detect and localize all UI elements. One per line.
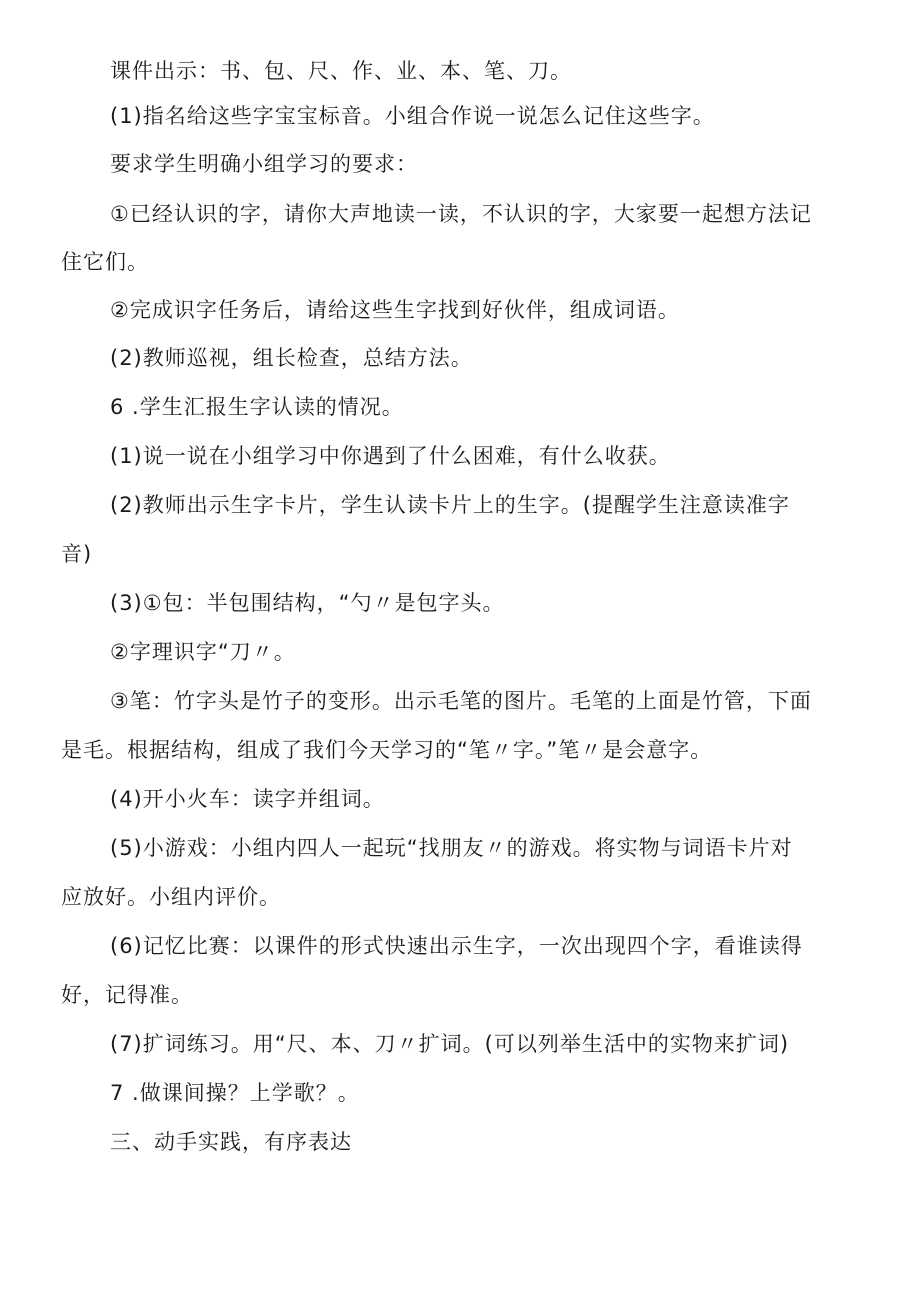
text-line: (4)开小火车：读字并组词。 [110, 787, 385, 811]
text-line: ②字理识字“刀〃。 [110, 640, 296, 664]
text-line: (1)说一说在小组学习中你遇到了什么困难，有什么收获。 [110, 444, 671, 468]
text-line: (6)记忆比赛：以课件的形式快速出示生字，一次出现四个字，看谁读得 [110, 934, 803, 958]
text-line: ②完成识字任务后，请给这些生字找到好伙伴，组成词语。 [110, 298, 680, 322]
text-line: 住它们。 [61, 250, 149, 274]
text-line: ③笔：竹字头是竹子的变形。出示毛笔的图片。毛笔的上面是竹管，下面 [110, 689, 812, 713]
text-line: (1)指名给这些字宝宝标音。小组合作说一说怎么记住这些字。 [110, 104, 715, 128]
text-line: 应放好。小组内评价。 [61, 885, 281, 909]
text-line: ①已经认识的字，请你大声地读一读，不认识的字，大家要一起想方法记 [110, 202, 812, 226]
text-line: 是毛。根据结构，组成了我们今天学习的“笔〃字。”笔〃是会意字。 [61, 738, 713, 762]
text-line: 课件出示：书、包、尺、作、业、本、笔、刀。 [110, 59, 572, 83]
text-line: 6 .学生汇报生字认读的情况。 [110, 395, 404, 419]
text-line: (3)①包：半包围结构，“勺〃是包字头。 [110, 591, 505, 615]
text-line: (2)教师出示生字卡片，学生认读卡片上的生字。(提醒学生注意读准字 [110, 493, 790, 517]
text-line: (7)扩词练习。用“尺、本、刀〃扩词。(可以列举生活中的实物来扩词) [110, 1032, 790, 1056]
text-line: 音) [61, 542, 93, 566]
text-line: (2)教师巡视，组长检查，总结方法。 [110, 346, 473, 370]
section-heading: 三、动手实践，有序表达 [110, 1130, 352, 1154]
text-line: 要求学生明确小组学习的要求： [110, 152, 418, 176]
text-line: (5)小游戏：小组内四人一起玩“找朋友〃的游戏。将实物与词语卡片对 [110, 836, 793, 860]
text-line: 7 .做课间操？上学歌？。 [110, 1081, 360, 1105]
text-line: 好，记得准。 [61, 983, 193, 1007]
